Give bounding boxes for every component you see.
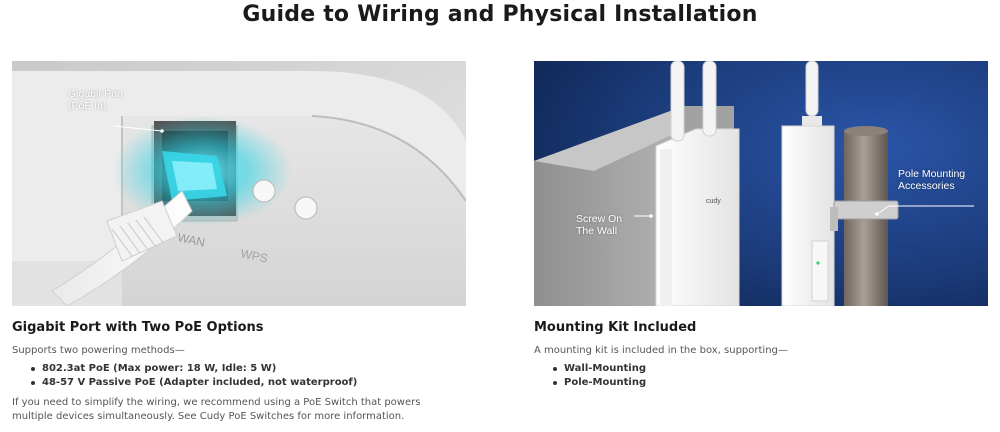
callout-line-1: Pole Mounting: [898, 168, 966, 180]
list-item: Pole-Mounting: [564, 376, 988, 390]
section-heading: Gigabit Port with Two PoE Options: [12, 320, 264, 335]
gigabit-port-photo: [12, 61, 466, 306]
mounting-photo: [534, 61, 988, 306]
list-item: 48-57 V Passive PoE (Adapter included, not waterproof): [42, 376, 466, 390]
pole-mount-callout: [898, 168, 965, 192]
section-intro: Supports two powering methods—: [12, 345, 185, 356]
note-line-1: If you need to simplify the wiring, we recommend using a PoE Switch that powers: [12, 397, 421, 408]
wan-label: WAN: [176, 230, 207, 250]
callout-line-1: Gigabit Port: [68, 88, 124, 100]
callout-line-2: The Wall: [576, 225, 618, 237]
page-title: Guide to Wiring and Physical Installation: [242, 2, 758, 27]
callout-line-2: Accessories: [898, 180, 955, 192]
note-line-2: multiple devices simultaneously. See Cudy PoE Switches for more information.: [12, 411, 405, 422]
poe-switch-note: [12, 396, 452, 424]
wall-mount-callout: [576, 213, 622, 237]
section-heading: Mounting Kit Included: [534, 320, 697, 335]
section-intro: A mounting kit is included in the box, supporting—: [534, 345, 788, 356]
wps-label: WPS: [239, 246, 270, 266]
device-brand: cudy: [706, 198, 721, 205]
mounting-options-list: [564, 362, 988, 390]
list-item: 802.3at PoE (Max power: 18 W, Idle: 5 W): [42, 362, 466, 376]
gigabit-port-callout: [68, 88, 123, 112]
callout-line-2: (PoE In): [68, 100, 107, 112]
mounting-card: [534, 61, 988, 390]
wiring-card: [12, 61, 466, 424]
callout-line-1: Screw On: [576, 213, 623, 225]
poe-options-list: [42, 362, 466, 390]
list-item: Wall-Mounting: [564, 362, 988, 376]
